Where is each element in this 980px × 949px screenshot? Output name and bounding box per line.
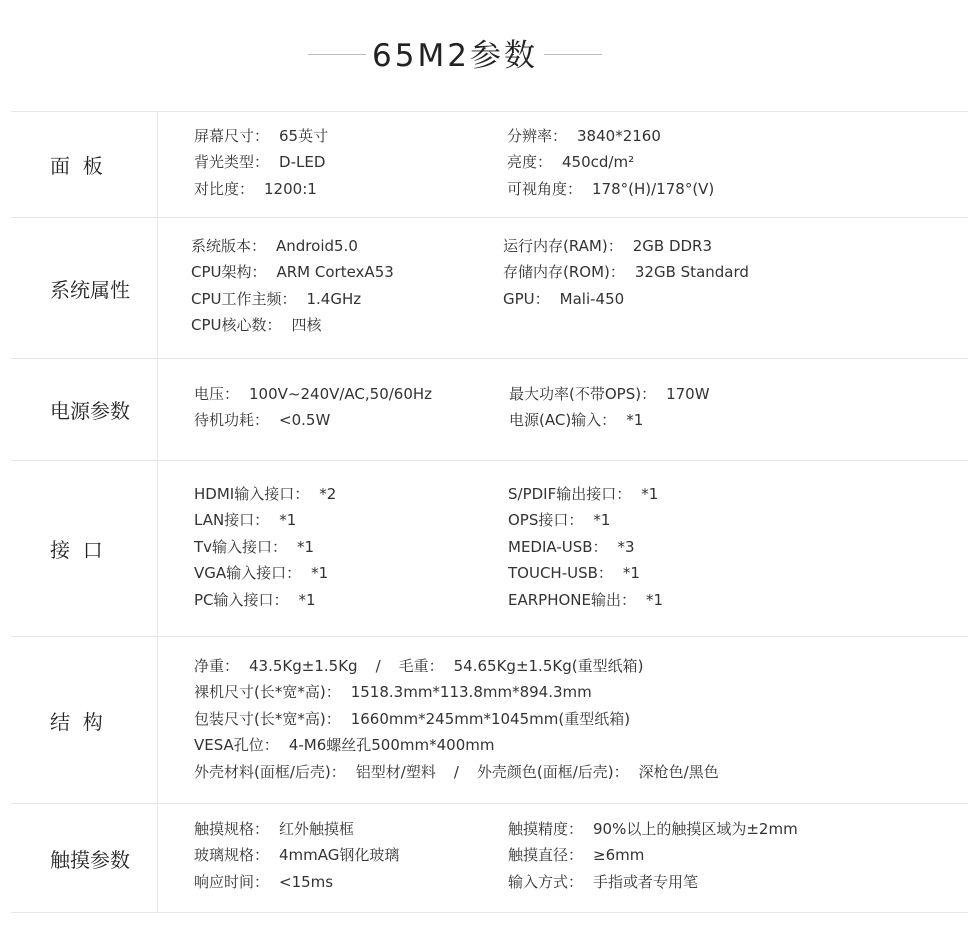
spec-item xyxy=(194,759,719,785)
spec-item xyxy=(509,381,710,407)
spec-value: 2GB DDR3 xyxy=(632,237,713,255)
spec-value: 4mmAG钢化玻璃 xyxy=(279,846,400,865)
right-column xyxy=(507,123,714,202)
spec-key: 毛重： xyxy=(398,657,444,675)
spec-value: 四核 xyxy=(291,316,322,335)
spec-key: VESA孔位： xyxy=(194,736,279,755)
spec-item xyxy=(509,407,710,433)
spec-item xyxy=(508,869,798,895)
spec-item xyxy=(194,732,719,758)
section-label: 面 板 xyxy=(11,112,158,217)
spec-key: 待机功耗： xyxy=(194,411,270,430)
spec-key: 可视角度： xyxy=(507,179,583,198)
spec-item xyxy=(503,259,749,285)
spec-item xyxy=(194,587,336,613)
spec-value: 178°(H)/178°(V) xyxy=(592,179,715,198)
spec-key: 电源(AC)输入： xyxy=(509,411,617,430)
spec-value: 43.5Kg±1.5Kg xyxy=(249,657,358,675)
spec-value: 深枪色/黑色 xyxy=(638,762,719,781)
spec-item xyxy=(191,312,394,338)
spec-value: *1 xyxy=(298,590,316,609)
spec-item xyxy=(194,706,719,732)
left-column xyxy=(191,233,394,339)
spec-item xyxy=(191,286,394,312)
spec-value: 32GB Standard xyxy=(634,263,749,282)
full-column xyxy=(194,653,719,785)
spec-key: 运行内存(RAM)： xyxy=(503,237,623,255)
spec-key: CPU核心数： xyxy=(191,316,282,335)
spec-key: 系统版本： xyxy=(191,237,267,255)
section-label: 触摸参数 xyxy=(11,804,158,912)
spec-key: 裸机尺寸(长*宽*高)： xyxy=(194,683,341,702)
spec-item xyxy=(507,123,714,149)
section-label: 结 构 xyxy=(11,637,158,803)
spec-key: PC输入接口： xyxy=(194,590,289,609)
section-ports xyxy=(11,461,968,637)
separator: / xyxy=(375,657,381,675)
spec-item xyxy=(194,679,719,705)
spec-item xyxy=(194,842,399,868)
spec-key: 玻璃规格： xyxy=(194,846,270,865)
spec-value: 54.65Kg±1.5Kg(重型纸箱) xyxy=(453,657,644,675)
spec-item xyxy=(194,123,328,149)
section-touch xyxy=(11,804,968,913)
spec-key: 触摸精度： xyxy=(508,820,584,838)
spec-key: CPU工作主频： xyxy=(191,289,297,308)
spec-key: S/PDIF输出接口： xyxy=(508,485,632,503)
spec-value: Android5.0 xyxy=(276,237,358,255)
left-column xyxy=(194,381,432,434)
right-column xyxy=(503,233,749,312)
spec-item xyxy=(194,534,336,560)
spec-item xyxy=(508,842,798,868)
spec-value: 1.4GHz xyxy=(306,289,362,308)
spec-key: MEDIA-USB： xyxy=(508,537,608,556)
spec-key: 净重： xyxy=(194,657,240,675)
spec-value: *2 xyxy=(319,485,337,503)
spec-key: 屏幕尺寸： xyxy=(194,127,270,145)
spec-item xyxy=(194,653,719,679)
right-column xyxy=(509,381,710,434)
spec-value: *1 xyxy=(311,564,329,583)
spec-item xyxy=(503,286,749,312)
spec-key: EARPHONE输出： xyxy=(508,590,636,609)
spec-value: 65英寸 xyxy=(279,127,329,145)
title-left-rule xyxy=(308,54,366,55)
spec-key: CPU架构： xyxy=(191,263,267,282)
spec-item xyxy=(508,481,663,507)
spec-key: 响应时间： xyxy=(194,872,270,891)
separator: / xyxy=(453,762,459,781)
spec-key: 电压： xyxy=(194,385,240,403)
spec-item xyxy=(194,149,328,175)
spec-value: 170W xyxy=(666,385,710,403)
section-panel xyxy=(11,112,968,218)
spec-value: *1 xyxy=(279,511,297,530)
spec-key: Tv输入接口： xyxy=(194,537,288,556)
spec-value: 90%以上的触摸区域为±2mm xyxy=(593,820,798,838)
spec-key: TOUCH-USB： xyxy=(508,564,613,583)
section-structure xyxy=(11,637,968,804)
spec-value: 手指或者专用笔 xyxy=(593,872,699,891)
spec-value: *1 xyxy=(297,537,315,556)
spec-item xyxy=(503,233,749,259)
right-column xyxy=(508,816,798,895)
spec-key: GPU： xyxy=(503,289,550,308)
left-column xyxy=(194,481,336,613)
spec-item xyxy=(194,176,328,202)
spec-item xyxy=(191,233,394,259)
spec-item xyxy=(194,507,336,533)
section-label: 接 口 xyxy=(11,461,158,636)
spec-value: *1 xyxy=(593,511,611,530)
spec-item xyxy=(507,176,714,202)
spec-item xyxy=(508,587,663,613)
spec-key: 存储内存(ROM)： xyxy=(503,263,625,282)
spec-key: 分辨率： xyxy=(507,127,568,145)
page-title: 65M2参数 xyxy=(372,38,538,74)
spec-value: 450cd/m² xyxy=(562,153,635,172)
left-column xyxy=(194,123,328,202)
section-label: 电源参数 xyxy=(11,359,158,460)
spec-value: *1 xyxy=(626,411,644,430)
spec-key: 触摸直径： xyxy=(508,846,584,865)
spec-key: LAN接口： xyxy=(194,511,270,530)
spec-key: 触摸规格： xyxy=(194,820,270,838)
spec-key: 包装尺寸(长*宽*高)： xyxy=(194,709,341,728)
spec-value: ≥6mm xyxy=(593,846,645,865)
spec-item xyxy=(191,259,394,285)
spec-item xyxy=(508,507,663,533)
spec-key: 外壳材料(面框/后壳)： xyxy=(194,762,346,781)
spec-value: 1518.3mm*113.8mm*894.3mm xyxy=(350,683,592,702)
spec-key: VGA输入接口： xyxy=(194,564,302,583)
left-column xyxy=(194,816,399,895)
page-title-block xyxy=(0,30,945,75)
spec-key: 对比度： xyxy=(194,179,255,198)
spec-value: *3 xyxy=(617,537,635,556)
spec-value: 100V~240V/AC,50/60Hz xyxy=(249,385,433,403)
spec-value: 3840*2160 xyxy=(577,127,661,145)
spec-value: *1 xyxy=(641,485,659,503)
spec-item xyxy=(194,407,432,433)
spec-value: 红外触摸框 xyxy=(279,820,355,838)
spec-item xyxy=(194,481,336,507)
spec-value: Mali-450 xyxy=(559,289,625,308)
spec-value: 1660mm*245mm*1045mm(重型纸箱) xyxy=(350,709,631,728)
spec-key: OPS接口： xyxy=(508,511,584,530)
spec-value: ARM CortexA53 xyxy=(276,263,394,282)
spec-item xyxy=(194,869,399,895)
spec-value: 铝型材/塑料 xyxy=(355,762,436,781)
title-right-rule xyxy=(544,54,602,55)
spec-item xyxy=(508,560,663,586)
spec-item xyxy=(194,816,399,842)
spec-key: HDMI输入接口： xyxy=(194,485,310,503)
section-system xyxy=(11,218,968,359)
spec-table xyxy=(11,111,968,913)
spec-key: 输入方式： xyxy=(508,872,584,891)
spec-value: *1 xyxy=(622,564,640,583)
spec-key: 背光类型： xyxy=(194,153,270,172)
spec-key: 最大功率(不带OPS)： xyxy=(509,385,657,403)
spec-value: <15ms xyxy=(279,872,334,891)
spec-key: 亮度： xyxy=(507,153,553,172)
spec-item xyxy=(194,381,432,407)
spec-value: <0.5W xyxy=(279,411,331,430)
spec-item xyxy=(507,149,714,175)
right-column xyxy=(508,481,663,613)
spec-value: 4-M6螺丝孔500mm*400mm xyxy=(288,736,495,755)
spec-item xyxy=(508,816,798,842)
spec-key: 外壳颜色(面框/后壳)： xyxy=(476,762,629,781)
section-power xyxy=(11,359,968,461)
spec-item xyxy=(194,560,336,586)
spec-value: D-LED xyxy=(279,153,326,172)
spec-item xyxy=(508,534,663,560)
spec-value: 1200:1 xyxy=(264,179,317,198)
spec-value: *1 xyxy=(646,590,664,609)
section-label: 系统属性 xyxy=(11,218,158,358)
